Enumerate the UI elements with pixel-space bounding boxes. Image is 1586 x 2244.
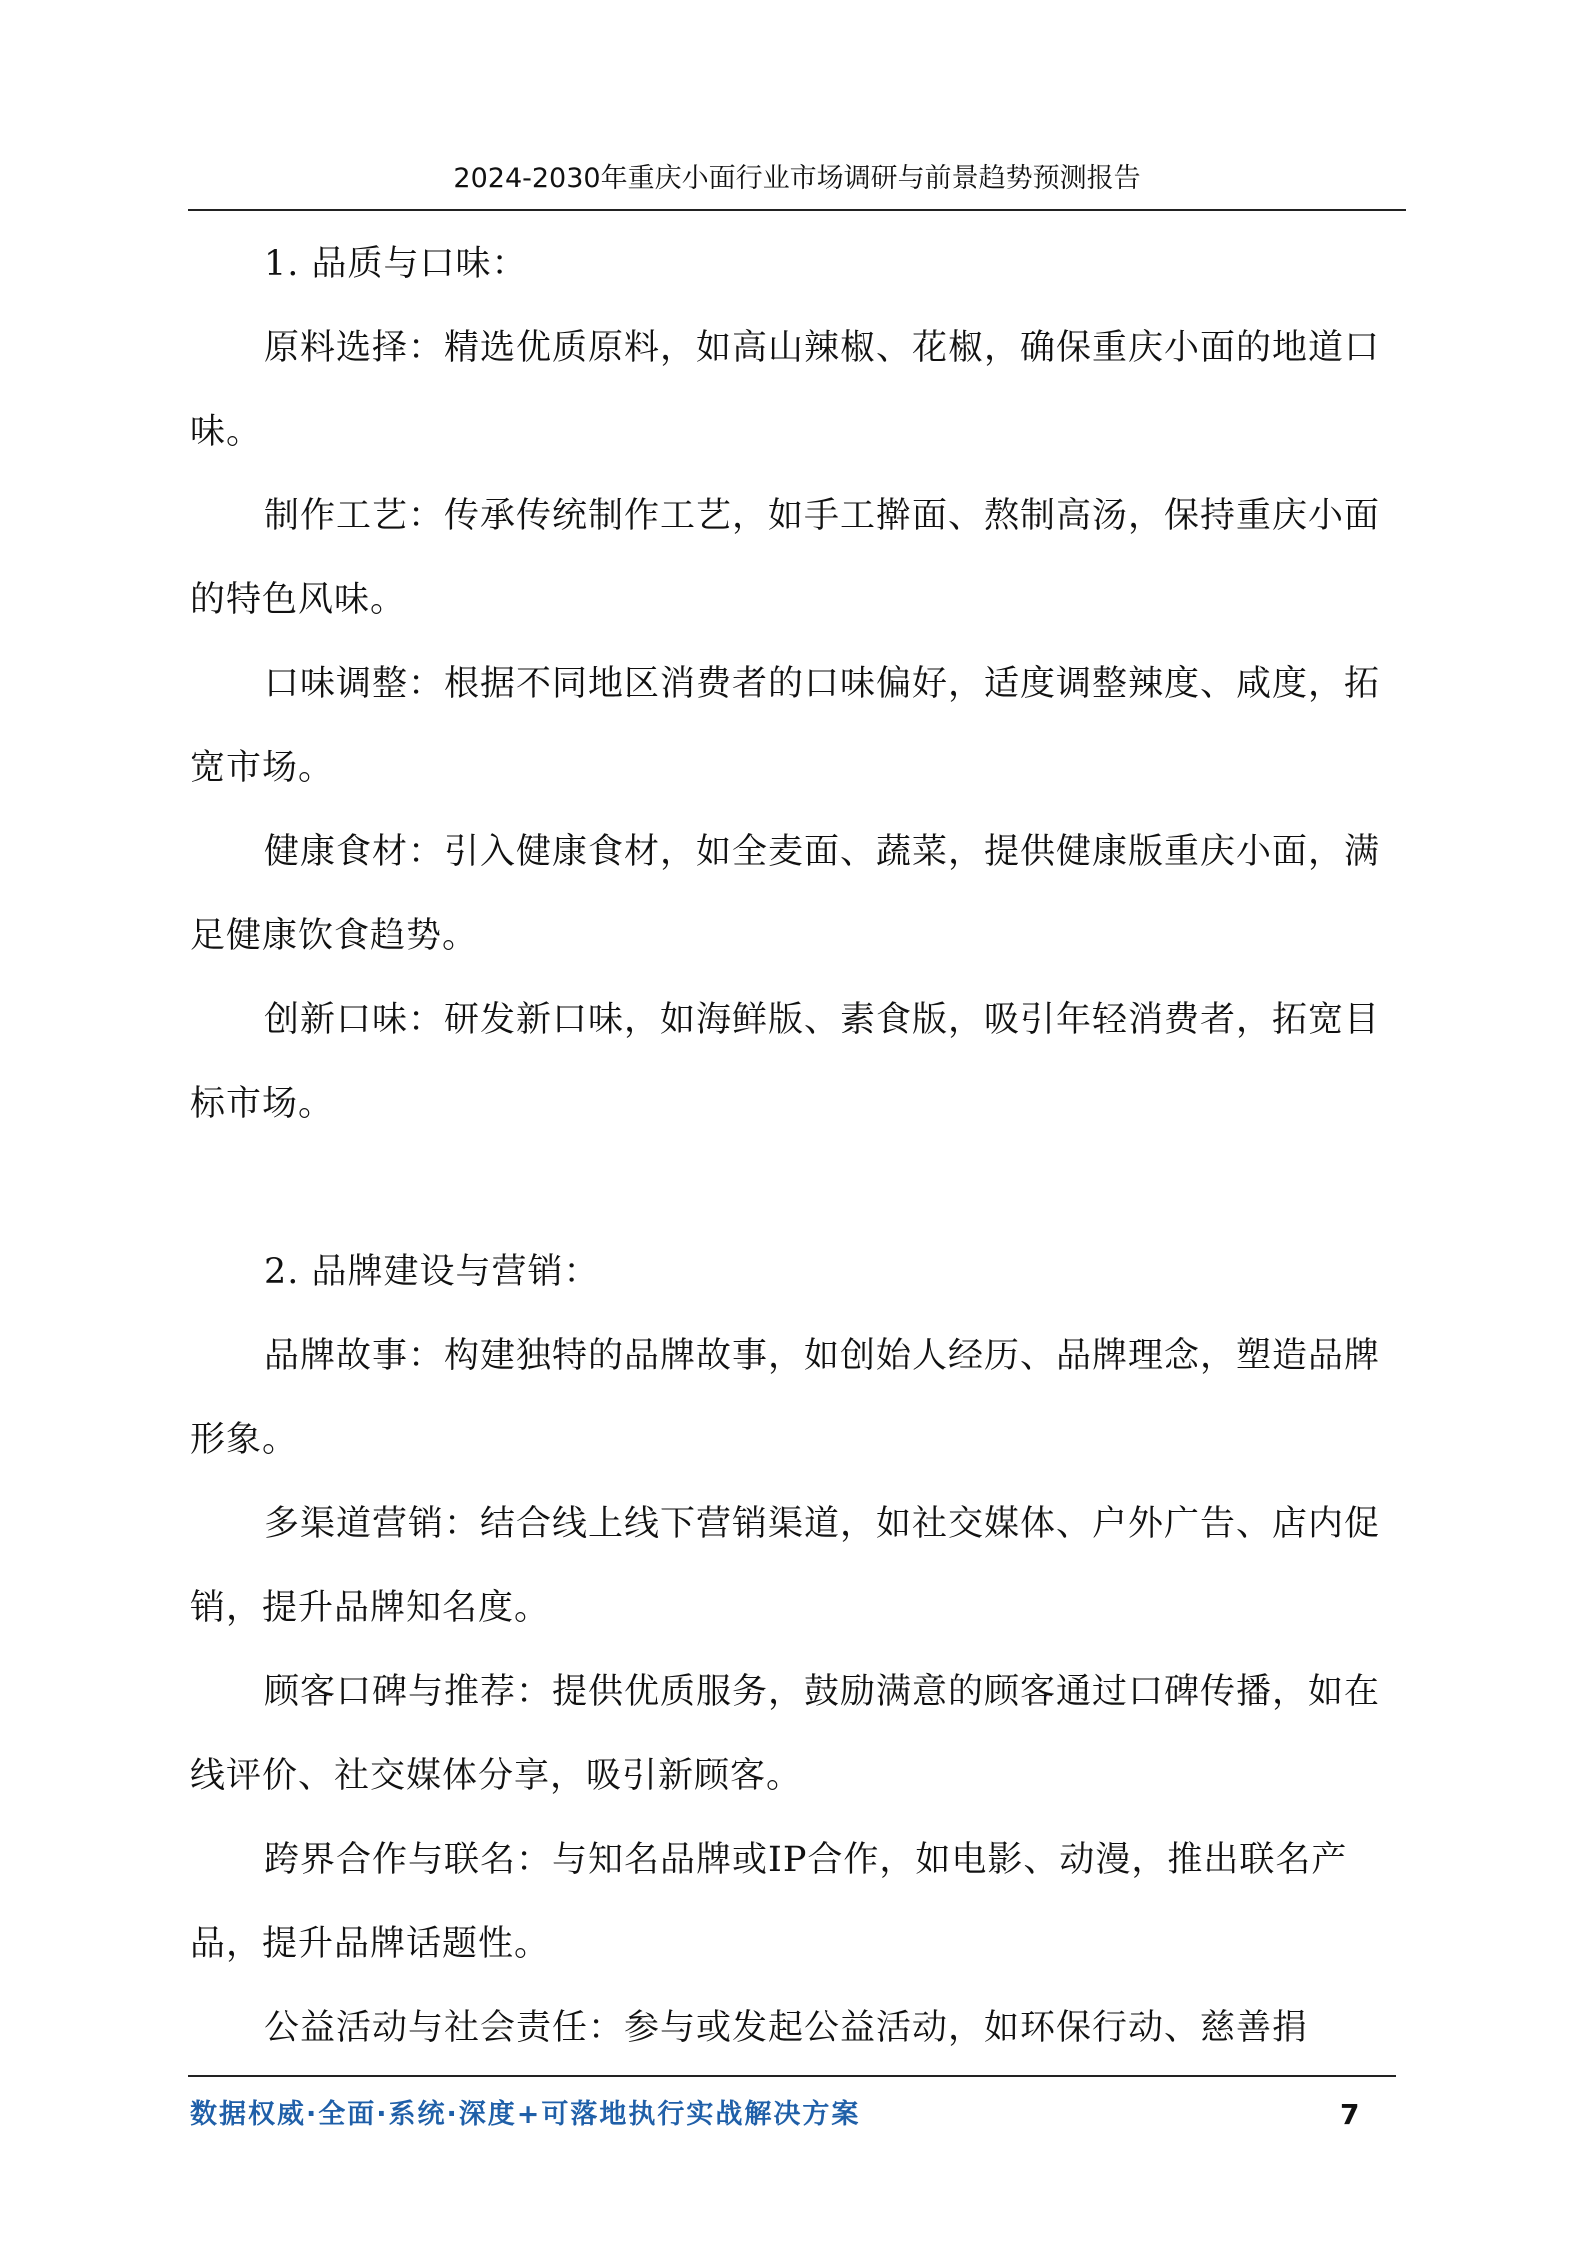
header-divider [188,209,1406,211]
paragraph-brand-story: 品牌故事：构建独特的品牌故事，如创始人经历、品牌理念，塑造品牌形象。 [190,1336,1381,1460]
section-2-heading: 2. 品牌建设与营销： [264,1252,600,1292]
page-header-title: 2024-2030年重庆小面行业市场调研与前景趋势预测报告 [453,163,1141,194]
page-number: 7 [1340,2098,1360,2131]
paragraph-multichannel-marketing: 多渠道营销：结合线上线下营销渠道，如社交媒体、户外广告、店内促销，提升品牌知名度。 [190,1504,1381,1628]
document-body [190,222,1390,2070]
footer-divider [188,2075,1396,2077]
paragraph-crossover-collab: 跨界合作与联名：与知名品牌或IP合作，如电影、动漫，推出联名产品，提升品牌话题性。 [190,1840,1348,1964]
paragraph-craftsmanship: 制作工艺：传承传统制作工艺，如手工擀面、熬制高汤，保持重庆小面的特色风味。 [190,496,1381,620]
footer-slogan: 数据权威·全面·系统·深度+可落地执行实战解决方案 [190,2099,861,2130]
paragraph-healthy-ingredients: 健康食材：引入健康食材，如全麦面、蔬菜，提供健康版重庆小面，满足健康饮食趋势。 [190,832,1381,956]
paragraph-taste-adjustment: 口味调整：根据不同地区消费者的口味偏好，适度调整辣度、咸度，拓宽市场。 [190,664,1381,788]
section-1-heading: 1. 品质与口味： [264,244,528,284]
paragraph-raw-materials: 原料选择：精选优质原料，如高山辣椒、花椒，确保重庆小面的地道口味。 [190,328,1381,452]
paragraph-word-of-mouth: 顾客口碑与推荐：提供优质服务，鼓励满意的顾客通过口碑传播，如在线评价、社交媒体分享，吸引新顾客。 [190,1672,1381,1796]
section-spacer [190,1146,1390,1230]
paragraph-innovative-flavors: 创新口味：研发新口味，如海鲜版、素食版，吸引年轻消费者，拓宽目标市场。 [190,1000,1381,1124]
paragraph-public-welfare: 公益活动与社会责任：参与或发起公益活动，如环保行动、慈善捐 [264,2008,1309,2048]
